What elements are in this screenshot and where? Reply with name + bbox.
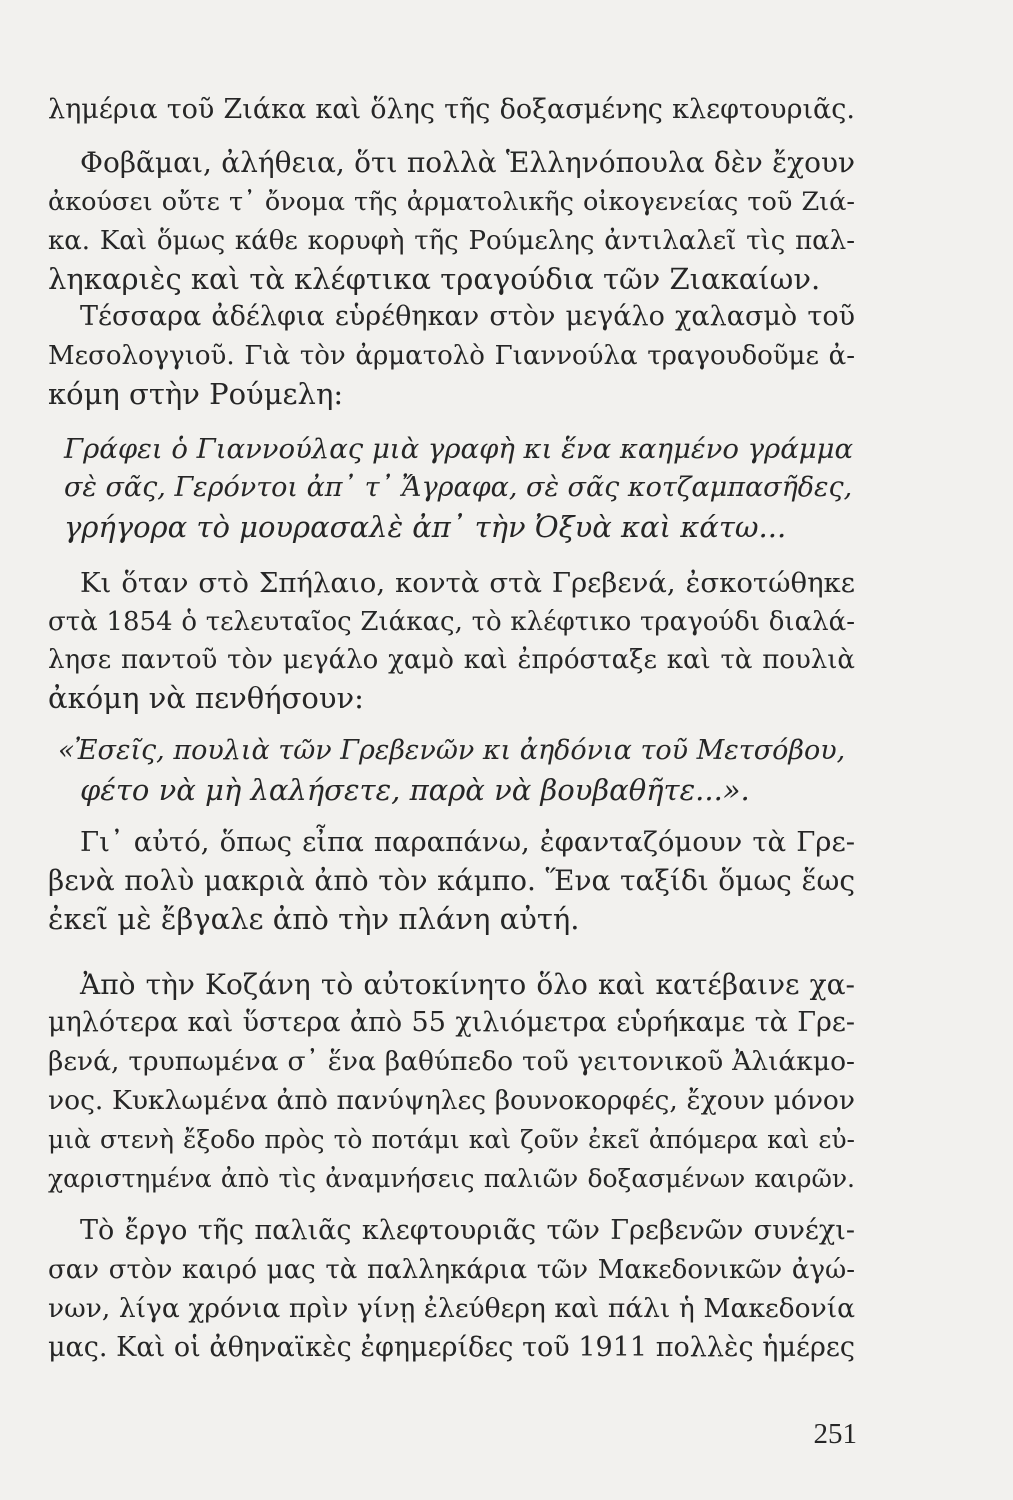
text-line: κόμη στὴν Ρούμελη: bbox=[48, 377, 344, 411]
text-line: νων, λίγα χρόνια πρὶν γίνῃ ἐλεύθερη καὶ πάλι ἡ Μακεδονία bbox=[48, 1293, 855, 1324]
text-line: κα. Καὶ ὅμως κάθε κορυφὴ τῆς Ρούμελης ἀντιλαλεῖ τὶς παλ- bbox=[48, 226, 855, 256]
verse-line: σὲ σᾶς, Γερόντοι ἀπ᾽ τ᾽ Ἄγραφα, σὲ σᾶς κοτζαμπασῆδες, bbox=[64, 472, 853, 503]
text-line: λημέρια τοῦ Ζιάκα καὶ ὅλης τῆς δοξασμένης κλεφτουριᾶς. bbox=[48, 94, 855, 125]
text-line: νος. Κυκλωμένα ἀπὸ πανύψηλες βουνοκορφές, ἔχουν μόνον bbox=[48, 1085, 855, 1116]
verse-line: Γράφει ὁ Γιαννούλας μιὰ γραφὴ κι ἕνα καημένο γράμμα bbox=[64, 433, 854, 465]
text-line: ληκαριὲς καὶ τὰ κλέφτικα τραγούδια τῶν Ζιακαίων. bbox=[48, 262, 821, 296]
text-line: βενὰ πολὺ μακριὰ ἀπὸ τὸν κάμπο. Ἕνα ταξίδι ὅμως ἕως bbox=[48, 864, 855, 897]
text-line: στὰ 1854 ὁ τελευταῖος Ζιάκας, τὸ κλέφτικο τραγούδι διαλά- bbox=[48, 607, 855, 637]
text-line: μιὰ στενὴ ἔξοδο πρὸς τὸ ποτάμι καὶ ζοῦν ἐκεῖ ἀπόμερα καὶ εὐ- bbox=[48, 1125, 855, 1154]
text-line: ἀκούσει οὔτε τ᾽ ὄνομα τῆς ἀρματολικῆς οἰκογενείας τοῦ Ζιά- bbox=[48, 187, 855, 217]
text-line: λησε παντοῦ τὸν μεγάλο χαμὸ καὶ ἐπρόσταξε καὶ τὰ πουλιὰ bbox=[48, 645, 855, 675]
text-line: σαν στὸν καιρό μας τὰ παλληκάρια τῶν Μακεδονικῶν ἀγώ- bbox=[48, 1255, 855, 1285]
text-line: ἐκεῖ μὲ ἔβγαλε ἀπὸ τὴν πλάνη αὐτή. bbox=[48, 902, 580, 936]
text-line: βενά, τρυπωμένα σ᾽ ἕνα βαθύπεδο τοῦ γειτονικοῦ Ἀλιάκμο- bbox=[48, 1046, 855, 1077]
text-line: Φοβᾶμαι, ἀλήθεια, ὅτι πολλὰ Ἑλληνόπουλα δὲν ἔχουν bbox=[80, 146, 855, 179]
text-line: Τέσσαρα ἀδέλφια εὑρέθηκαν στὸν μεγάλο χαλασμὸ τοῦ bbox=[80, 301, 855, 332]
text-line: μας. Καὶ οἱ ἀθηναϊκὲς ἐφημερίδες τοῦ 1911 πολλὲς ἡμέρες bbox=[48, 1332, 855, 1363]
text-line: χαριστημένα ἀπὸ τὶς ἀναμνήσεις παλιῶν δοξασμένων καιρῶν. bbox=[48, 1164, 855, 1193]
verse-line: γρήγορα τὸ μουρασαλὲ ἀπ᾽ τὴν Ὀξυὰ καὶ κάτω... bbox=[64, 510, 787, 544]
text-line: Ἀπὸ τὴν Κοζάνη τὸ αὐτοκίνητο ὅλο καὶ κατέβαινε χα- bbox=[80, 968, 855, 1001]
text-line: Κι ὅταν στὸ Σπήλαιο, κοντὰ στὰ Γρεβενά, ἐσκοτώθηκε bbox=[80, 567, 855, 599]
text-line: μηλότερα καὶ ὕστερα ἀπὸ 55 χιλιόμετρα εὑρήκαμε τὰ Γρε- bbox=[48, 1007, 855, 1038]
verse-line: φέτο νὰ μὴ λαλήσετε, παρὰ νὰ βουβαθῆτε...». bbox=[80, 773, 750, 807]
text-line: Τὸ ἔργο τῆς παλιᾶς κλεφτουριᾶς τῶν Γρεβενῶν συνέχι- bbox=[80, 1215, 855, 1246]
verse-line: «Ἐσεῖς, πουλιὰ τῶν Γρεβενῶν κι ἀηδόνια τοῦ Μετσόβου, bbox=[58, 735, 846, 766]
page-number: 251 bbox=[813, 1418, 857, 1450]
text-line: ἀκόμη νὰ πενθήσουν: bbox=[48, 681, 364, 715]
text-line: Μεσολογγιοῦ. Γιὰ τὸν ἀρματολὸ Γιαννούλα τραγουδοῦμε ἀ- bbox=[48, 341, 855, 371]
text-line: Γι᾽ αὐτό, ὅπως εἶπα παραπάνω, ἐφανταζόμουν τὰ Γρε- bbox=[80, 826, 855, 858]
